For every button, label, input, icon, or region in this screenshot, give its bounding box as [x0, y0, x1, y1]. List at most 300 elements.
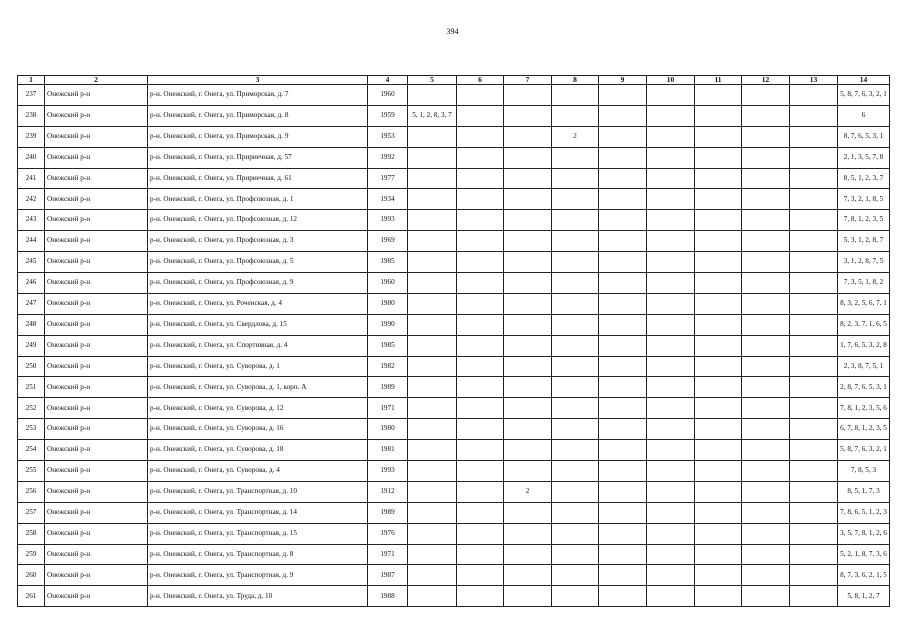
col7-cell	[504, 398, 552, 419]
year-cell: 1960	[368, 273, 408, 294]
column-header-10: 10	[647, 76, 695, 85]
col13-cell	[790, 252, 838, 273]
year-cell: 1960	[368, 85, 408, 106]
col7-cell	[504, 210, 552, 231]
col13-cell	[790, 168, 838, 189]
col14-cell: 5, 8, 7, 6, 3, 2, 1	[838, 440, 890, 461]
col11-cell	[695, 147, 742, 168]
col10-cell	[647, 273, 695, 294]
col14-cell: 7, 3, 5, 1, 8, 2	[838, 273, 890, 294]
col9-cell	[599, 565, 647, 586]
col8-cell	[552, 502, 599, 523]
col11-cell	[695, 231, 742, 252]
address-cell: р-н. Онежский, г. Онега, ул. Суворова, д. 4	[148, 461, 368, 482]
col6-cell	[457, 273, 504, 294]
col14-cell: 3, 5, 7, 8, 1, 2, 6	[838, 523, 890, 544]
address-cell: р-н. Онежский, г. Онега, ул. Суворова, д. 18	[148, 440, 368, 461]
col10-cell	[647, 440, 695, 461]
column-header-5: 5	[408, 76, 457, 85]
row-number: 257	[18, 502, 45, 523]
table-row	[18, 168, 890, 189]
district-cell: Онежский р-н	[45, 189, 148, 210]
address-cell: р-н. Онежский, г. Онега, ул. Суворова, д. 1	[148, 356, 368, 377]
col5-cell	[408, 168, 457, 189]
col11-cell	[695, 273, 742, 294]
year-cell: 1993	[368, 461, 408, 482]
col7-cell	[504, 126, 552, 147]
table-row	[18, 440, 890, 461]
col12-cell	[742, 105, 790, 126]
year-cell: 1987	[368, 565, 408, 586]
col11-cell	[695, 314, 742, 335]
address-cell: р-н. Онежский, г. Онега, ул. Труда, д. 10	[148, 586, 368, 607]
district-cell: Онежский р-н	[45, 398, 148, 419]
year-cell: 1980	[368, 419, 408, 440]
col12-cell	[742, 565, 790, 586]
col14-cell: 7, 3, 2, 1, 8, 5	[838, 189, 890, 210]
col9-cell	[599, 523, 647, 544]
row-number: 246	[18, 273, 45, 294]
address-cell: р-н. Онежский, г. Онега, ул. Пририечная, д. 57	[148, 147, 368, 168]
col8-cell	[552, 105, 599, 126]
col12-cell	[742, 502, 790, 523]
col7-cell	[504, 544, 552, 565]
col13-cell	[790, 481, 838, 502]
address-cell: р-н. Онежский, г. Онега, ул. Профсоюзная, д. 9	[148, 273, 368, 294]
col5-cell	[408, 335, 457, 356]
col5-cell	[408, 377, 457, 398]
year-cell: 1985	[368, 335, 408, 356]
header-row	[18, 76, 890, 85]
row-number: 258	[18, 523, 45, 544]
col11-cell	[695, 440, 742, 461]
district-cell: Онежский р-н	[45, 105, 148, 126]
col9-cell	[599, 481, 647, 502]
district-cell: Онежский р-н	[45, 502, 148, 523]
district-cell: Онежский р-н	[45, 335, 148, 356]
col6-cell	[457, 210, 504, 231]
address-cell: р-н. Онежский, г. Онега, ул. Приморская, д. 8	[148, 105, 368, 126]
col9-cell	[599, 210, 647, 231]
district-cell: Онежский р-н	[45, 126, 148, 147]
year-cell: 1912	[368, 481, 408, 502]
address-cell: р-н. Онежский, г. Онега, ул. Приморская, д. 9	[148, 126, 368, 147]
address-cell: р-н. Онежский, г. Онега, ул. Суворова, д. 12	[148, 398, 368, 419]
col6-cell	[457, 481, 504, 502]
col14-cell: 8, 5, 1, 7, 3	[838, 481, 890, 502]
col11-cell	[695, 210, 742, 231]
row-number: 238	[18, 105, 45, 126]
col13-cell	[790, 231, 838, 252]
col10-cell	[647, 147, 695, 168]
district-cell: Онежский р-н	[45, 210, 148, 231]
col13-cell	[790, 189, 838, 210]
col7-cell	[504, 168, 552, 189]
col7-cell	[504, 293, 552, 314]
row-number: 256	[18, 481, 45, 502]
col13-cell	[790, 147, 838, 168]
year-cell: 1977	[368, 168, 408, 189]
col10-cell	[647, 565, 695, 586]
table-row	[18, 419, 890, 440]
col12-cell	[742, 377, 790, 398]
col5-cell	[408, 189, 457, 210]
address-cell: р-н. Онежский, г. Онега, ул. Пририечная, д. 61	[148, 168, 368, 189]
col8-cell	[552, 461, 599, 482]
col12-cell	[742, 252, 790, 273]
col10-cell	[647, 293, 695, 314]
col10-cell	[647, 314, 695, 335]
col10-cell	[647, 523, 695, 544]
col13-cell	[790, 293, 838, 314]
col8-cell	[552, 565, 599, 586]
row-number: 248	[18, 314, 45, 335]
col9-cell	[599, 168, 647, 189]
row-number: 242	[18, 189, 45, 210]
address-cell: р-н. Онежский, г. Онега, ул. Транспортная, д. 9	[148, 565, 368, 586]
column-header-9: 9	[599, 76, 647, 85]
col11-cell	[695, 481, 742, 502]
col13-cell	[790, 314, 838, 335]
row-number: 237	[18, 85, 45, 106]
col14-cell: 5, 8, 7, 6, 3, 2, 1	[838, 85, 890, 106]
col11-cell	[695, 565, 742, 586]
col7-cell	[504, 356, 552, 377]
year-cell: 1990	[368, 314, 408, 335]
address-cell: р-н. Онежский, г. Онега, ул. Транспортная, д. 15	[148, 523, 368, 544]
row-number: 241	[18, 168, 45, 189]
table-row	[18, 586, 890, 607]
table-row	[18, 502, 890, 523]
col13-cell	[790, 377, 838, 398]
column-header-3: 3	[148, 76, 368, 85]
table-row	[18, 85, 890, 106]
col6-cell	[457, 85, 504, 106]
col14-cell: 7, 8, 5, 3	[838, 461, 890, 482]
address-cell: р-н. Онежский, г. Онега, ул. Суворова, д. 1, корп. А	[148, 377, 368, 398]
col9-cell	[599, 126, 647, 147]
col14-cell: 5, 3, 1, 2, 8, 7	[838, 231, 890, 252]
col10-cell	[647, 502, 695, 523]
col14-cell: 7, 8, 1, 2, 3, 5	[838, 210, 890, 231]
col7-cell	[504, 314, 552, 335]
col6-cell	[457, 544, 504, 565]
col10-cell	[647, 85, 695, 106]
district-cell: Онежский р-н	[45, 314, 148, 335]
year-cell: 1981	[368, 440, 408, 461]
col12-cell	[742, 85, 790, 106]
col10-cell	[647, 419, 695, 440]
col9-cell	[599, 398, 647, 419]
address-cell: р-н. Онежский, г. Онега, ул. Профсоюзная, д. 5	[148, 252, 368, 273]
col11-cell	[695, 335, 742, 356]
col7-cell	[504, 377, 552, 398]
col5-cell	[408, 293, 457, 314]
year-cell: 1980	[368, 293, 408, 314]
col12-cell	[742, 189, 790, 210]
col6-cell	[457, 377, 504, 398]
col7-cell	[504, 252, 552, 273]
col11-cell	[695, 126, 742, 147]
col8-cell	[552, 377, 599, 398]
col14-cell: 8, 7, 6, 5, 3, 1	[838, 126, 890, 147]
col6-cell	[457, 440, 504, 461]
col13-cell	[790, 398, 838, 419]
col8-cell	[552, 523, 599, 544]
address-cell: р-н. Онежский, г. Онега, ул. Транспортная, д. 14	[148, 502, 368, 523]
col10-cell	[647, 481, 695, 502]
column-header-11: 11	[695, 76, 742, 85]
col9-cell	[599, 461, 647, 482]
col7-cell	[504, 419, 552, 440]
column-header-14: 14	[838, 76, 890, 85]
year-cell: 1993	[368, 210, 408, 231]
col6-cell	[457, 461, 504, 482]
address-cell: р-н. Онежский, г. Онега, ул. Профсоюзная, д. 3	[148, 231, 368, 252]
year-cell: 1988	[368, 586, 408, 607]
col10-cell	[647, 231, 695, 252]
col13-cell	[790, 544, 838, 565]
col10-cell	[647, 168, 695, 189]
table-row	[18, 335, 890, 356]
col10-cell	[647, 335, 695, 356]
table-row	[18, 481, 890, 502]
col11-cell	[695, 189, 742, 210]
row-number: 245	[18, 252, 45, 273]
table-row	[18, 461, 890, 482]
year-cell: 1989	[368, 377, 408, 398]
col11-cell	[695, 85, 742, 106]
district-cell: Онежский р-н	[45, 252, 148, 273]
col8-cell	[552, 231, 599, 252]
col12-cell	[742, 419, 790, 440]
district-cell: Онежский р-н	[45, 481, 148, 502]
col14-cell: 6	[838, 105, 890, 126]
col5-cell	[408, 586, 457, 607]
col9-cell	[599, 273, 647, 294]
col7-cell: 2	[504, 481, 552, 502]
col12-cell	[742, 586, 790, 607]
col8-cell	[552, 586, 599, 607]
col10-cell	[647, 356, 695, 377]
col8-cell	[552, 440, 599, 461]
table-row	[18, 210, 890, 231]
col11-cell	[695, 356, 742, 377]
col7-cell	[504, 335, 552, 356]
row-number: 244	[18, 231, 45, 252]
col8-cell	[552, 273, 599, 294]
column-header-8: 8	[552, 76, 599, 85]
col12-cell	[742, 398, 790, 419]
col9-cell	[599, 544, 647, 565]
district-cell: Онежский р-н	[45, 565, 148, 586]
col9-cell	[599, 586, 647, 607]
col5-cell	[408, 419, 457, 440]
col14-cell: 5, 2, 1, 8, 7, 3, 6	[838, 544, 890, 565]
col13-cell	[790, 210, 838, 231]
col10-cell	[647, 377, 695, 398]
col6-cell	[457, 189, 504, 210]
col5-cell	[408, 356, 457, 377]
col6-cell	[457, 398, 504, 419]
col11-cell	[695, 252, 742, 273]
district-cell: Онежский р-н	[45, 586, 148, 607]
col9-cell	[599, 419, 647, 440]
district-cell: Онежский р-н	[45, 356, 148, 377]
year-cell: 1971	[368, 398, 408, 419]
col5-cell	[408, 502, 457, 523]
col7-cell	[504, 502, 552, 523]
year-cell: 1989	[368, 502, 408, 523]
col5-cell	[408, 544, 457, 565]
address-cell: р-н. Онежский, г. Онега, ул. Транспортная, д. 10	[148, 481, 368, 502]
col7-cell	[504, 461, 552, 482]
col5-cell	[408, 85, 457, 106]
col9-cell	[599, 377, 647, 398]
col8-cell	[552, 356, 599, 377]
col10-cell	[647, 586, 695, 607]
col9-cell	[599, 189, 647, 210]
col11-cell	[695, 377, 742, 398]
col8-cell	[552, 252, 599, 273]
column-header-4: 4	[368, 76, 408, 85]
col9-cell	[599, 252, 647, 273]
col12-cell	[742, 481, 790, 502]
year-cell: 1992	[368, 147, 408, 168]
col10-cell	[647, 544, 695, 565]
table-body	[18, 85, 890, 607]
table-row	[18, 356, 890, 377]
col7-cell	[504, 523, 552, 544]
col14-cell: 8, 2, 3, 7, 1, 6, 5	[838, 314, 890, 335]
col12-cell	[742, 314, 790, 335]
col6-cell	[457, 293, 504, 314]
district-cell: Онежский р-н	[45, 273, 148, 294]
col10-cell	[647, 252, 695, 273]
col8-cell	[552, 398, 599, 419]
col6-cell	[457, 168, 504, 189]
col12-cell	[742, 440, 790, 461]
col12-cell	[742, 461, 790, 482]
col14-cell: 1, 7, 6, 5, 3, 2, 8	[838, 335, 890, 356]
col7-cell	[504, 231, 552, 252]
col11-cell	[695, 502, 742, 523]
row-number: 253	[18, 419, 45, 440]
col14-cell: 8, 5, 1, 2, 3, 7	[838, 168, 890, 189]
col13-cell	[790, 502, 838, 523]
col8-cell	[552, 293, 599, 314]
table-row	[18, 314, 890, 335]
col11-cell	[695, 105, 742, 126]
registry-table	[17, 75, 890, 607]
row-number: 259	[18, 544, 45, 565]
row-number: 252	[18, 398, 45, 419]
row-number: 243	[18, 210, 45, 231]
col8-cell	[552, 210, 599, 231]
col9-cell	[599, 105, 647, 126]
col9-cell	[599, 231, 647, 252]
col6-cell	[457, 147, 504, 168]
col8-cell	[552, 335, 599, 356]
col10-cell	[647, 189, 695, 210]
column-header-2: 2	[45, 76, 148, 85]
table-row	[18, 293, 890, 314]
year-cell: 1976	[368, 523, 408, 544]
row-number: 254	[18, 440, 45, 461]
district-cell: Онежский р-н	[45, 85, 148, 106]
col10-cell	[647, 398, 695, 419]
col6-cell	[457, 105, 504, 126]
col11-cell	[695, 586, 742, 607]
col6-cell	[457, 502, 504, 523]
col5-cell	[408, 461, 457, 482]
col5-cell	[408, 314, 457, 335]
table-row	[18, 231, 890, 252]
col11-cell	[695, 461, 742, 482]
address-cell: р-н. Онежский, г. Онега, ул. Приморская, д. 7	[148, 85, 368, 106]
col5-cell: 5, 1, 2, 8, 3, 7	[408, 105, 457, 126]
col13-cell	[790, 440, 838, 461]
col12-cell	[742, 335, 790, 356]
row-number: 249	[18, 335, 45, 356]
col9-cell	[599, 440, 647, 461]
col6-cell	[457, 419, 504, 440]
year-cell: 1985	[368, 252, 408, 273]
district-cell: Онежский р-н	[45, 293, 148, 314]
table-header	[18, 76, 890, 85]
col7-cell	[504, 105, 552, 126]
col11-cell	[695, 419, 742, 440]
col12-cell	[742, 356, 790, 377]
col5-cell	[408, 147, 457, 168]
col14-cell: 7, 8, 6, 5, 1, 2, 3	[838, 502, 890, 523]
address-cell: р-н. Онежский, г. Онега, ул. Спортивная, д. 4	[148, 335, 368, 356]
col10-cell	[647, 126, 695, 147]
col12-cell	[742, 273, 790, 294]
district-cell: Онежский р-н	[45, 147, 148, 168]
col11-cell	[695, 544, 742, 565]
col10-cell	[647, 105, 695, 126]
col6-cell	[457, 356, 504, 377]
col5-cell	[408, 231, 457, 252]
col6-cell	[457, 314, 504, 335]
row-number: 240	[18, 147, 45, 168]
col8-cell	[552, 189, 599, 210]
col14-cell: 8, 3, 2, 5, 6, 7, 1	[838, 293, 890, 314]
col9-cell	[599, 85, 647, 106]
year-cell: 1971	[368, 544, 408, 565]
row-number: 239	[18, 126, 45, 147]
address-cell: р-н. Онежский, г. Онега, ул. Транспортная, д. 8	[148, 544, 368, 565]
column-header-6: 6	[457, 76, 504, 85]
col10-cell	[647, 461, 695, 482]
district-cell: Онежский р-н	[45, 440, 148, 461]
table-row	[18, 105, 890, 126]
col13-cell	[790, 85, 838, 106]
col14-cell: 5, 8, 1, 2, 7	[838, 586, 890, 607]
row-number: 255	[18, 461, 45, 482]
col13-cell	[790, 335, 838, 356]
table-row	[18, 544, 890, 565]
row-number: 250	[18, 356, 45, 377]
col8-cell	[552, 419, 599, 440]
row-number: 260	[18, 565, 45, 586]
column-header-1: 1	[18, 76, 45, 85]
col8-cell	[552, 85, 599, 106]
col6-cell	[457, 586, 504, 607]
col5-cell	[408, 565, 457, 586]
year-cell: 1934	[368, 189, 408, 210]
